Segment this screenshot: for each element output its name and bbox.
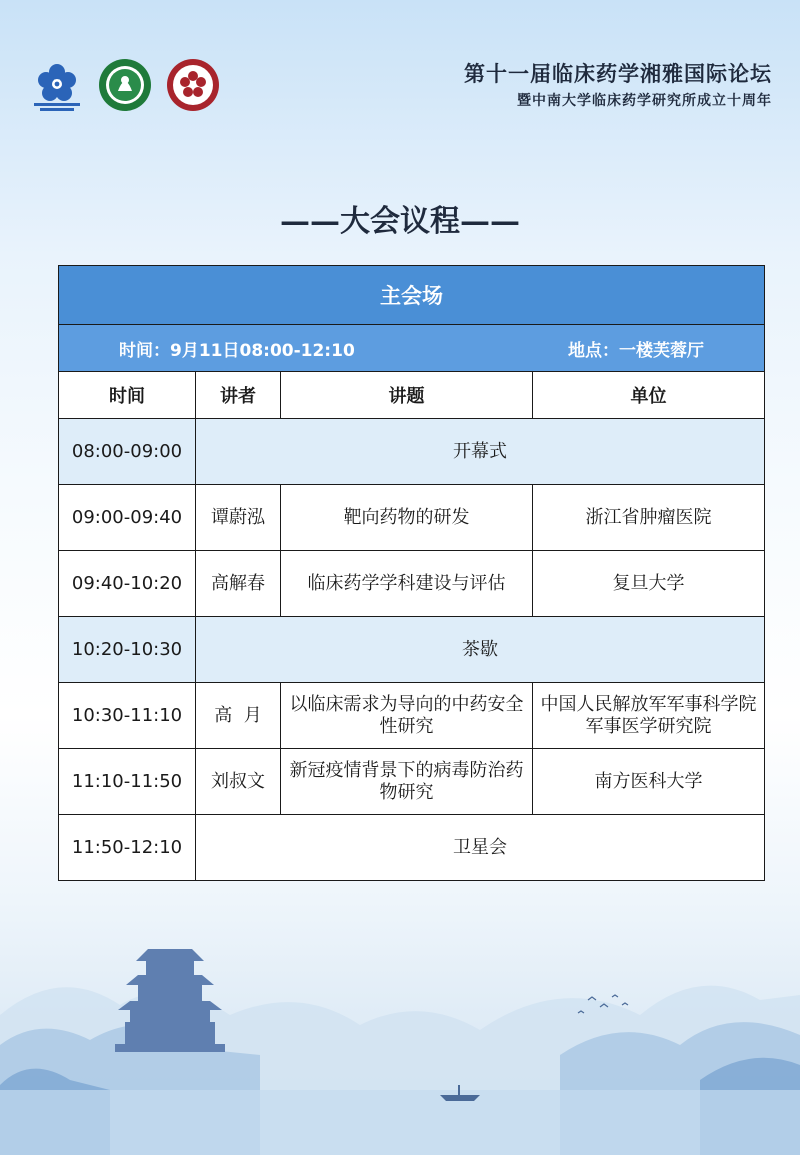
table-row bbox=[59, 749, 765, 815]
info-cell bbox=[59, 325, 765, 372]
row-topic: 新冠疫情背景下的病毒防治药物研究 bbox=[281, 749, 533, 815]
forum-title bbox=[464, 58, 772, 110]
table-row bbox=[59, 617, 765, 683]
row-time: 10:30-11:10 bbox=[59, 683, 196, 749]
row-event: 卫星会 bbox=[196, 815, 765, 881]
forum-title-line2: 暨中南大学临床药学研究所成立十周年 bbox=[517, 93, 772, 109]
green-seal-logo-icon bbox=[98, 58, 152, 112]
row-topic: 临床药学学科建设与评估 bbox=[281, 551, 533, 617]
row-time: 09:00-09:40 bbox=[59, 485, 196, 551]
session-location-info: 地点：一楼芙蓉厅 bbox=[568, 340, 704, 361]
row-event: 茶歇 bbox=[196, 617, 765, 683]
logo-group bbox=[30, 58, 220, 112]
row-time: 09:40-10:20 bbox=[59, 551, 196, 617]
hall-row bbox=[59, 266, 765, 325]
table-row bbox=[59, 815, 765, 881]
row-speaker: 高 月 bbox=[196, 683, 281, 749]
info-row bbox=[59, 325, 765, 372]
flower-logo-icon bbox=[30, 58, 84, 112]
row-time: 08:00-09:00 bbox=[59, 419, 196, 485]
row-speaker: 高解春 bbox=[196, 551, 281, 617]
row-speaker: 谭蔚泓 bbox=[196, 485, 281, 551]
forum-title-line1: 第十一届临床药学湘雅国际论坛 bbox=[464, 61, 772, 86]
session-time-info: 时间：9月11日08:00-12:10 bbox=[119, 340, 355, 361]
row-topic: 以临床需求为导向的中药安全性研究 bbox=[281, 683, 533, 749]
row-time: 10:20-10:30 bbox=[59, 617, 196, 683]
row-unit: 复旦大学 bbox=[533, 551, 765, 617]
column-header-row bbox=[59, 372, 765, 419]
column-header-time: 时间 bbox=[59, 372, 196, 419]
column-header-unit: 单位 bbox=[533, 372, 765, 419]
row-time: 11:10-11:50 bbox=[59, 749, 196, 815]
table-row bbox=[59, 683, 765, 749]
row-speaker: 刘叔文 bbox=[196, 749, 281, 815]
agenda-table bbox=[58, 265, 765, 881]
row-unit: 浙江省肿瘤医院 bbox=[533, 485, 765, 551]
table-row bbox=[59, 419, 765, 485]
row-unit: 南方医科大学 bbox=[533, 749, 765, 815]
hall-name: 主会场 bbox=[59, 266, 765, 325]
row-topic: 靶向药物的研发 bbox=[281, 485, 533, 551]
row-time: 11:50-12:10 bbox=[59, 815, 196, 881]
row-unit: 中国人民解放军军事科学院军事医学研究院 bbox=[533, 683, 765, 749]
table-row bbox=[59, 485, 765, 551]
column-header-topic: 讲题 bbox=[281, 372, 533, 419]
agenda-heading: ——大会议程—— bbox=[280, 204, 520, 239]
table-row bbox=[59, 551, 765, 617]
row-event: 开幕式 bbox=[196, 419, 765, 485]
red-seal-logo-icon bbox=[166, 58, 220, 112]
column-header-speaker: 讲者 bbox=[196, 372, 281, 419]
pagoda-landscape-icon bbox=[0, 905, 800, 1155]
